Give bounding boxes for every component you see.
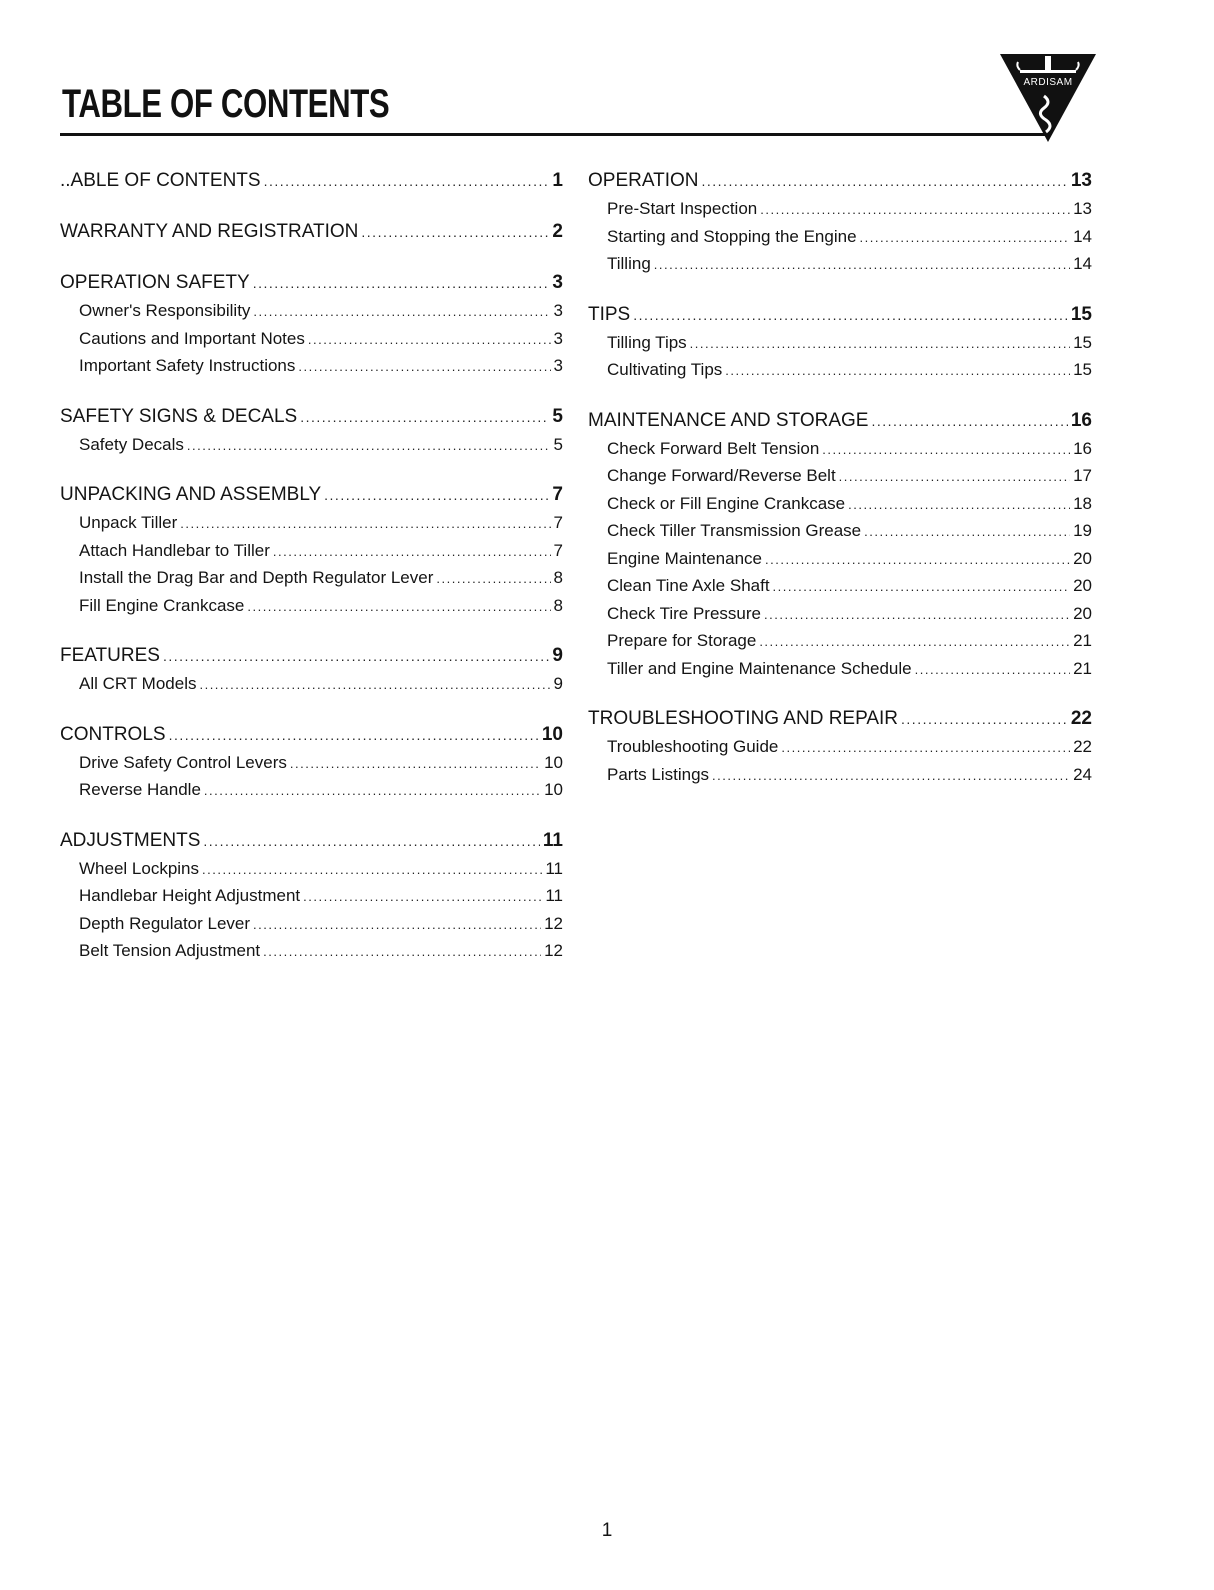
ardisam-logo [1000,52,1096,144]
dot-leader [187,432,551,460]
toc-page-number: 3 [553,301,563,320]
toc-page-number: 20 [1073,548,1092,568]
toc-page-number: 22 [1070,708,1092,729]
toc-page-number: 15 [1073,332,1092,352]
toc-page-number: 5 [552,405,563,427]
toc-section [60,826,563,965]
toc-section [588,166,1092,278]
toc-section [588,300,1092,384]
toc-entry[interactable] [60,431,563,459]
toc-section-heading[interactable] [60,641,563,670]
dot-leader [202,856,542,884]
toc-label: Fill Engine Crankcase [79,595,245,615]
toc-section [60,268,563,380]
toc-right-column [588,166,1092,810]
toc-page-number: 3 [552,272,563,293]
toc-label: Reverse Handle [79,780,201,799]
toc-page-number: 11 [545,858,563,878]
toc-page-number: 10 [544,780,563,799]
toc-section [588,406,1092,683]
toc-page-number: 10 [544,752,563,772]
dot-leader [654,251,1070,279]
toc-label: All CRT Models [79,674,197,693]
toc-section [60,402,563,459]
toc-entry[interactable] [60,910,563,938]
toc-entry[interactable] [60,325,563,353]
toc-page-number: 22 [1073,737,1092,756]
toc-entry[interactable] [60,592,563,620]
toc-section-heading[interactable] [588,406,1092,435]
toc-entry[interactable] [60,749,563,777]
dot-leader [273,538,551,566]
toc-label: UNPACKING AND ASSEMBLY [60,484,322,505]
toc-section-heading[interactable] [588,704,1092,733]
toc-label: Belt Tension Adjustment [79,941,261,960]
dot-leader [864,518,1070,546]
toc-section [60,641,563,698]
toc-page-number: 12 [544,913,563,933]
toc-section-heading[interactable] [60,402,563,431]
dot-leader [759,628,1070,656]
toc-page-number: 17 [1073,466,1092,485]
toc-section [60,480,563,619]
dot-leader [253,911,541,939]
toc-label: FEATURES [60,645,160,666]
toc-entry[interactable] [588,733,1092,761]
toc-section-heading[interactable] [60,720,563,749]
dot-leader [324,481,549,510]
dot-leader [901,705,1068,734]
toc-entry[interactable] [60,776,563,804]
toc-page-number: 11 [545,886,563,905]
toc-label: Install the Drag Bar and Depth Regulator Lever [79,568,434,587]
dot-leader [765,546,1070,574]
toc-entry[interactable] [588,545,1092,573]
toc-entry[interactable] [588,490,1092,518]
toc-label: Cultivating Tips [607,360,723,379]
toc-entry[interactable] [60,509,563,537]
dot-leader [163,642,549,671]
toc-label: Change Forward/Reverse Belt [607,466,836,485]
toc-section-heading[interactable] [588,166,1092,195]
toc-entry[interactable] [588,195,1092,223]
toc-entry[interactable] [588,655,1092,683]
toc-section-heading[interactable] [60,268,563,297]
toc-page-number: 18 [1073,493,1092,513]
dot-leader [725,357,1070,385]
toc-label: Handlebar Height Adjustment [79,886,301,905]
toc-entry[interactable] [60,855,563,883]
toc-section [60,720,563,804]
toc-label: TIPS [588,303,631,325]
toc-label: Starting and Stopping the Engine [607,226,857,246]
toc-entry[interactable] [588,627,1092,655]
toc-page-number: 7 [553,540,563,560]
toc-label: Tilling Tips [607,332,687,352]
dot-leader [300,403,549,432]
toc-page-number: 10 [541,723,563,745]
toc-entry[interactable] [588,600,1092,628]
toc-label: CONTROLS [60,723,166,745]
toc-entry[interactable] [588,435,1092,463]
logo-text: ARDISAM [1023,77,1073,88]
toc-label: TROUBLESHOOTING AND REPAIR [588,708,899,729]
toc-page-number: 14 [1073,254,1092,273]
toc-page-number: 8 [553,595,563,615]
dot-leader [436,565,550,593]
toc-entry[interactable] [588,356,1092,384]
dot-leader [204,777,541,805]
toc-label: Check or Fill Engine Crankcase [607,493,846,513]
toc-entry[interactable] [60,670,563,698]
dot-leader [298,353,550,381]
dot-leader [199,671,550,699]
toc-label: OPERATION SAFETY [60,272,250,293]
toc-label: Clean Tine Axle Shaft [607,576,770,595]
toc-entry[interactable] [588,329,1092,357]
toc-label: SAFETY SIGNS & DECALS [60,405,298,427]
dot-leader [848,491,1070,519]
toc-section-heading[interactable] [588,300,1092,329]
toc-page-number: 1 [552,170,563,191]
toc-label: OPERATION [588,170,699,191]
toc-label: Cautions and Important Notes [79,328,305,348]
toc-page-number: 11 [542,829,563,851]
page-number: 1 [601,1520,613,1541]
dot-leader [871,407,1067,436]
dot-leader [712,762,1070,790]
dot-leader [264,167,550,196]
toc-page-number: 19 [1073,521,1092,540]
toc-page-number: 7 [552,484,563,505]
toc-entry[interactable] [588,250,1092,278]
toc-label: MAINTENANCE AND STORAGE [588,409,869,431]
dot-leader [915,656,1070,684]
toc-page-number: 14 [1073,226,1092,246]
toc-section-heading[interactable] [60,217,563,246]
dot-leader [839,463,1070,491]
toc-page-number: 5 [553,434,563,454]
toc-entry[interactable] [588,761,1092,789]
dot-leader [290,750,541,778]
dot-leader [180,510,550,538]
dot-leader [764,601,1070,629]
dot-leader [633,301,1068,330]
dot-leader [361,218,549,247]
dot-leader [860,224,1071,252]
toc-entry[interactable] [588,462,1092,490]
dot-leader [263,938,541,966]
toc-page-number: 7 [553,513,563,532]
toc-page-number: 20 [1073,576,1092,595]
dot-leader [773,573,1071,601]
toc-page-number: 2 [552,221,563,242]
toc-label: ADJUSTMENTS [60,829,201,851]
toc-label: Attach Handlebar to Tiller [79,540,270,560]
dot-leader [822,436,1070,464]
dot-leader [247,593,550,621]
toc-label: Tiller and Engine Maintenance Schedule [607,658,912,678]
toc-entry[interactable] [60,537,563,565]
dot-leader [308,326,551,354]
toc-page-number: 12 [544,941,563,960]
toc-label: WARRANTY AND REGISTRATION [60,221,359,242]
toc-entry[interactable] [60,352,563,380]
toc-page-number: 13 [1073,199,1092,218]
toc-page-number: 15 [1070,303,1092,325]
toc-label: Troubleshooting Guide [607,737,779,756]
toc-label: Important Safety Instructions [79,356,296,375]
toc-section-heading[interactable] [60,480,563,509]
dot-leader [702,167,1068,196]
dot-leader [253,298,550,326]
toc-page-number: 13 [1070,170,1092,191]
toc-section-heading[interactable] [60,166,563,195]
toc-page-number: 8 [553,568,563,587]
toc-page-number: 16 [1073,438,1092,458]
toc-entry[interactable] [588,517,1092,545]
toc-label: Owner's Responsibility [79,301,251,320]
dot-leader [781,734,1070,762]
dot-leader [253,269,550,298]
toc-label: Wheel Lockpins [79,858,200,878]
toc-entry[interactable] [60,882,563,910]
toc-page-number: 20 [1073,603,1092,623]
toc-section [588,704,1092,788]
dot-leader [303,883,542,911]
toc-page-number: 16 [1070,409,1092,431]
toc-page-number: 3 [553,328,563,348]
toc-label: Parts Listings [607,764,710,784]
page-title: TABLE OF CONTENTS [62,82,390,126]
toc-entry[interactable] [60,297,563,325]
toc-label: Depth Regulator Lever [79,913,251,933]
title-divider [60,133,1046,136]
toc-label: Unpack Tiller [79,513,178,532]
dot-leader [169,721,539,750]
toc-entry[interactable] [60,937,563,965]
toc-label: Check Tire Pressure [607,603,761,623]
toc-entry[interactable] [588,572,1092,600]
toc-label: Safety Decals [79,434,184,454]
toc-page-number: 15 [1073,360,1092,379]
toc-label: Engine Maintenance [607,548,763,568]
toc-page-number: 24 [1073,764,1092,784]
toc-entry[interactable] [60,564,563,592]
toc-page-number: 21 [1073,658,1092,678]
toc-label: Prepare for Storage [607,631,757,650]
toc-entry[interactable] [588,223,1092,251]
toc-section [60,166,563,195]
toc-page-number: 21 [1073,631,1092,650]
toc-section [60,217,563,246]
toc-page-number: 9 [552,645,563,666]
toc-label: Pre-Start Inspection [607,199,758,218]
toc-page-number: 9 [553,674,563,693]
toc-label: Drive Safety Control Levers [79,752,287,772]
toc-label: Check Tiller Transmission Grease [607,521,862,540]
dot-leader [203,827,540,856]
toc-left-column [60,166,563,987]
dot-leader [760,196,1070,224]
toc-label: Check Forward Belt Tension [607,438,820,458]
toc-label: ..ABLE OF CONTENTS [60,170,261,191]
toc-page-number: 3 [553,356,563,375]
toc-label: Tilling [607,254,651,273]
toc-section-heading[interactable] [60,826,563,855]
dot-leader [690,330,1070,358]
